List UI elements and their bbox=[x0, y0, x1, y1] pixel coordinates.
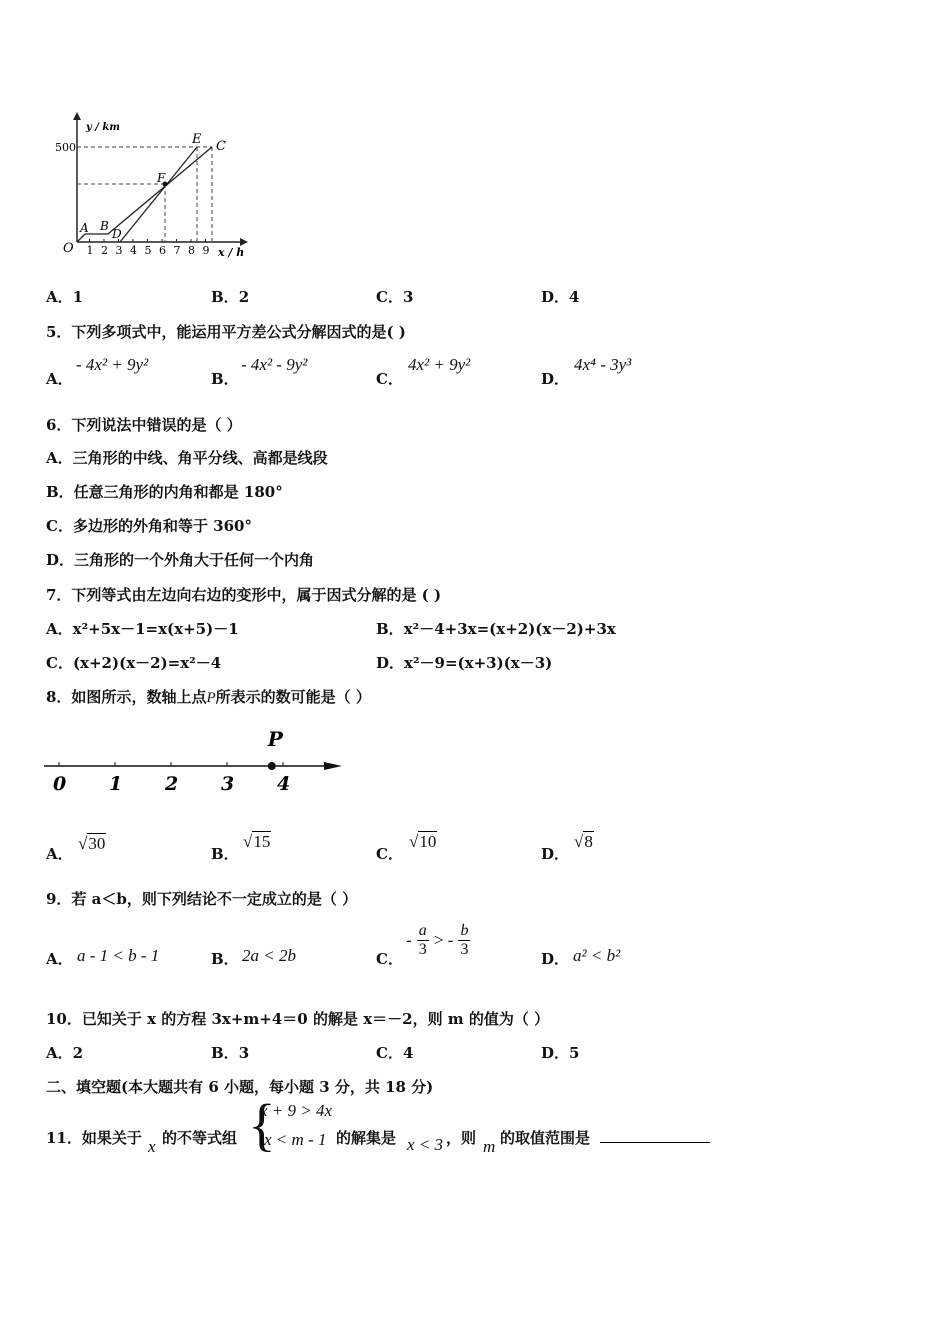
distance-time-graph bbox=[50, 110, 260, 260]
q9-option-b-expr: 2a < 2b bbox=[242, 946, 296, 965]
y-tick-500: 500 bbox=[55, 141, 76, 154]
number-line-tick-label: 1 bbox=[109, 773, 123, 795]
q5-option-d-letter[interactable]: D． bbox=[541, 370, 570, 388]
q4-option-b[interactable]: B．2 bbox=[211, 288, 250, 306]
q10-option-b[interactable]: B．3 bbox=[211, 1044, 250, 1062]
point-label-e: E bbox=[192, 132, 202, 147]
q4-option-d[interactable]: D．4 bbox=[541, 288, 580, 306]
q10-option-a[interactable]: A．2 bbox=[46, 1044, 84, 1062]
q8-option-b-expr: √15 bbox=[243, 832, 271, 851]
q8-option-c-letter[interactable]: C． bbox=[376, 845, 403, 863]
q11-post2: ，则 bbox=[446, 1129, 477, 1147]
number-line-tick-label: 3 bbox=[221, 773, 235, 795]
x-tick-label: 1 bbox=[86, 244, 94, 257]
q11-post3: 的取值范围是 bbox=[500, 1129, 591, 1147]
q8-stem: 8．如图所示，数轴上点P所表示的数可能是（ ） bbox=[46, 688, 371, 706]
q11-mid: 的不等式组 bbox=[162, 1129, 238, 1147]
x-tick-label: 7 bbox=[173, 244, 181, 257]
q9-option-c-expr: - $\frac{a}{3}$ > - $\frac{b}{3}$ bbox=[406, 922, 469, 958]
point-label-a: A bbox=[80, 221, 89, 235]
line-oabc bbox=[77, 147, 212, 242]
x-tick-label: 9 bbox=[202, 244, 210, 257]
q11-pre: 11．如果关于 bbox=[46, 1129, 142, 1147]
q9-option-d-expr: a² < b² bbox=[573, 946, 621, 965]
number-line bbox=[44, 726, 349, 798]
q5-stem: 5．下列多项式中，能运用平方差公式分解因式的是( ) bbox=[46, 323, 406, 341]
q6-option-d[interactable]: D．三角形的一个外角大于任何一个内角 bbox=[46, 551, 315, 569]
point-label-f: F bbox=[157, 171, 166, 185]
q9-stem: 9．若 a＜b，则下列结论不一定成立的是（ ） bbox=[46, 890, 358, 908]
point-label-c: C bbox=[216, 139, 226, 154]
number-line-tick-label: 0 bbox=[53, 773, 67, 795]
x-tick-label: 8 bbox=[188, 244, 195, 257]
q8-option-a-expr: √30 bbox=[78, 834, 106, 853]
number-line-tick-label: 2 bbox=[165, 773, 179, 795]
q11-var-x: x bbox=[148, 1137, 156, 1156]
q4-option-a[interactable]: A．1 bbox=[46, 288, 84, 306]
q7-option-d[interactable]: D．x²－9=(x+3)(x－3) bbox=[376, 654, 553, 672]
point-label-d: D bbox=[112, 227, 122, 241]
q10-option-c[interactable]: C．4 bbox=[376, 1044, 414, 1062]
origin-label: O bbox=[63, 241, 74, 256]
q7-option-a[interactable]: A．x²+5x－1=x(x+5)－1 bbox=[46, 620, 239, 638]
q9-option-d-letter[interactable]: D． bbox=[541, 950, 570, 968]
q9-option-c-letter[interactable]: C． bbox=[376, 950, 403, 968]
q8-option-d-expr: √8 bbox=[574, 832, 593, 851]
number-line-arrow bbox=[324, 762, 342, 770]
y-axis-arrow bbox=[73, 112, 81, 120]
x-tick-label: 5 bbox=[144, 244, 152, 257]
q5-option-b-letter[interactable]: B． bbox=[211, 370, 239, 388]
point-label-b: B bbox=[100, 219, 109, 233]
q5-option-c-expr: 4x² + 9y² bbox=[408, 355, 471, 374]
q9-option-a-letter[interactable]: A． bbox=[46, 950, 73, 968]
q9-option-a-expr: a - 1 < b - 1 bbox=[77, 946, 160, 965]
q7-option-c[interactable]: C．(x+2)(x－2)=x²－4 bbox=[46, 654, 222, 672]
q6-option-a[interactable]: A．三角形的中线、角平分线、高都是线段 bbox=[46, 449, 328, 467]
point-p-marker bbox=[268, 762, 276, 770]
q5-option-a-expr: - 4x² + 9y² bbox=[76, 355, 149, 374]
number-line-tick-label: 4 bbox=[277, 773, 291, 795]
x-tick-label: 3 bbox=[115, 244, 123, 257]
x-tick-label: 4 bbox=[130, 244, 137, 257]
q11-line1: x + 9 > 4x bbox=[260, 1101, 333, 1120]
q7-stem: 7．下列等式由左边向右边的变形中，属于因式分解的是 ( ) bbox=[46, 586, 442, 604]
point-p-label: P bbox=[267, 727, 283, 751]
section-2-heading: 二、填空题(本大题共有 6 小题，每小题 3 分，共 18 分) bbox=[46, 1078, 434, 1096]
x-axis-label: x / h bbox=[218, 246, 245, 259]
q11-solution: x < 3 bbox=[407, 1135, 444, 1154]
q11-line2: x < m - 1 bbox=[264, 1130, 327, 1149]
x-tick-label: 6 bbox=[159, 244, 166, 257]
q7-option-b[interactable]: B．x²－4+3x=(x+2)(x－2)+3x bbox=[376, 620, 616, 638]
x-axis-arrow bbox=[240, 238, 248, 246]
line-de bbox=[120, 147, 197, 242]
q8-option-c-expr: √10 bbox=[409, 832, 437, 851]
q8-option-b-letter[interactable]: B． bbox=[211, 845, 239, 863]
q6-option-c[interactable]: C．多边形的外角和等于 360° bbox=[46, 517, 252, 535]
q4-option-c[interactable]: C．3 bbox=[376, 288, 414, 306]
q11-var-m: m bbox=[483, 1137, 496, 1156]
q5-option-c-letter[interactable]: C． bbox=[376, 370, 403, 388]
q11-post1: 的解集是 bbox=[336, 1129, 397, 1147]
y-axis-label: y / km bbox=[86, 122, 120, 133]
q6-stem: 6．下列说法中错误的是（ ） bbox=[46, 416, 242, 434]
q6-option-b[interactable]: B．任意三角形的内角和都是 180° bbox=[46, 483, 283, 501]
q8-option-d-letter[interactable]: D． bbox=[541, 845, 570, 863]
x-tick-label: 2 bbox=[101, 244, 108, 257]
q10-stem: 10．已知关于 x 的方程 3x+m+4＝0 的解是 x＝－2，则 m 的值为（ ） bbox=[46, 1010, 550, 1028]
number-line-ticks bbox=[53, 762, 290, 795]
q11-answer-blank[interactable] bbox=[600, 1128, 710, 1143]
q10-option-d[interactable]: D．5 bbox=[541, 1044, 580, 1062]
q8-option-a-letter[interactable]: A． bbox=[46, 845, 73, 863]
q9-option-b-letter[interactable]: B． bbox=[211, 950, 239, 968]
q5-option-d-expr: 4x⁴ - 3y³ bbox=[574, 355, 632, 374]
q5-option-a-letter[interactable]: A． bbox=[46, 370, 73, 388]
q11-brace: { bbox=[248, 1092, 276, 1157]
q5-option-b-expr: - 4x² - 9y² bbox=[241, 355, 308, 374]
